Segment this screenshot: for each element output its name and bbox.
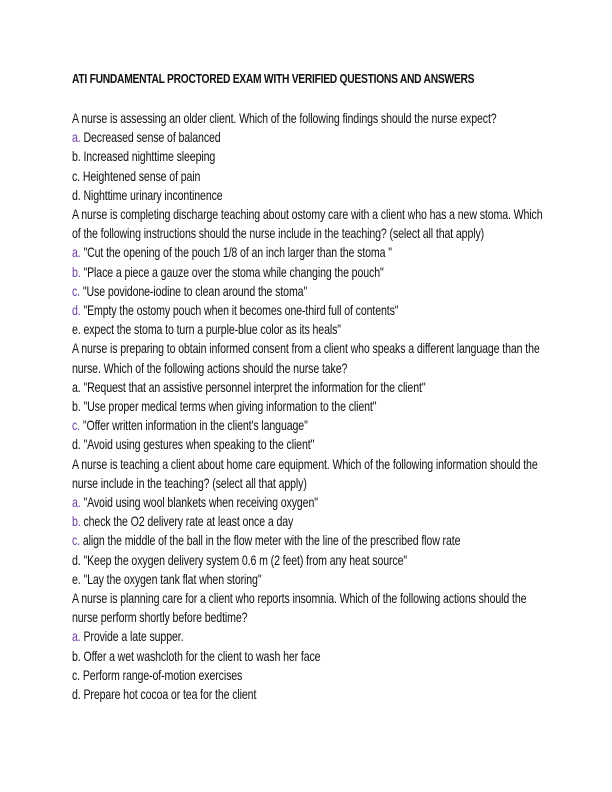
option-text: "Lay the oxygen tank flat when storing": [80, 571, 262, 587]
answer-option: [72, 551, 544, 570]
answer-option: [72, 397, 544, 416]
answer-option: [72, 167, 544, 186]
page-title: ATI FUNDAMENTAL PROCTORED EXAM WITH VERIFIED QUESTIONS AND ANSWERS: [72, 71, 475, 86]
answer-option: [72, 493, 544, 512]
option-text: Provide a late supper.: [80, 629, 184, 645]
question-text: A nurse is completing discharge teaching about ostomy care with a client who has a new stoma. Which of the following instructions should the nurse include in the teaching? (select all that apply): [72, 207, 543, 242]
option-text: Nighttime urinary incontinence: [80, 187, 223, 203]
option-letter: c.: [72, 533, 81, 549]
option-letter: a.: [72, 379, 81, 395]
answer-option: [72, 435, 544, 454]
answer-option: [72, 243, 544, 262]
question-list: [72, 109, 544, 704]
option-text: align the middle of the ball in the flow meter with the line of the prescribed flow rate: [80, 533, 461, 549]
answer-option: [72, 128, 544, 147]
option-letter: c.: [72, 283, 81, 299]
answer-option: [72, 512, 544, 531]
option-text: "Keep the oxygen delivery system 0.6 m (2 feet) from any heat source": [80, 552, 408, 568]
option-text: Offer a wet washcloth for the client to wash her face: [80, 648, 321, 664]
answer-option: [72, 416, 544, 435]
option-text: "Avoid using gestures when speaking to the client": [80, 437, 315, 453]
question-text: A nurse is assessing an older client. Which of the following findings should the nurse expect?: [72, 111, 497, 126]
option-text: check the O2 delivery rate at least once a day: [80, 514, 294, 530]
option-letter: b.: [72, 149, 81, 165]
question-text: A nurse is teaching a client about home care equipment. Which of the following information should the nurse include in the teaching? (select all that apply): [72, 456, 538, 491]
option-letter: a.: [72, 629, 81, 645]
option-text: Decreased sense of balanced: [80, 130, 221, 146]
option-text: "Use povidone-iodine to clean around the stoma": [80, 283, 308, 299]
option-text: "Use proper medical terms when giving information to the client": [80, 399, 377, 415]
option-letter: d.: [72, 187, 81, 203]
option-letter: b.: [72, 514, 81, 530]
option-text: "Request that an assistive personnel interpret the information for the client": [80, 379, 426, 395]
option-letter: c.: [72, 667, 81, 683]
answer-option: [72, 531, 544, 550]
option-text: Perform range-of-motion exercises: [80, 667, 243, 683]
answer-option: [72, 301, 544, 320]
answer-option: [72, 647, 544, 666]
option-letter: d.: [72, 687, 81, 703]
option-text: "Offer written information in the client's language": [80, 418, 308, 434]
answer-option: [72, 685, 544, 704]
option-text: Heightened sense of pain: [80, 168, 201, 184]
answer-option: [72, 282, 544, 301]
option-letter: c.: [72, 168, 81, 184]
answer-option: [72, 147, 544, 166]
answer-option: [72, 666, 544, 685]
answer-option: [72, 378, 544, 397]
option-letter: d.: [72, 437, 81, 453]
option-text: "Avoid using wool blankets when receiving oxygen": [80, 495, 318, 511]
option-text: Prepare hot cocoa or tea for the client: [80, 687, 257, 703]
option-text: "Cut the opening of the pouch 1/8 of an inch larger than the stoma ": [80, 245, 392, 261]
option-letter: a.: [72, 130, 81, 146]
question-text: A nurse is preparing to obtain informed consent from a client who speaks a different language than the nurse. Which of the following actions should the nurse take?: [72, 341, 540, 376]
option-letter: e.: [72, 571, 81, 587]
option-letter: c.: [72, 418, 81, 434]
option-text: expect the stoma to turn a purple-blue color as its heals": [80, 322, 341, 338]
option-letter: d.: [72, 303, 81, 319]
question-text: A nurse is planning care for a client who reports insomnia. Which of the following actions should the nurse perform shortly before bedtime?: [72, 591, 527, 626]
option-letter: a.: [72, 495, 81, 511]
option-letter: b.: [72, 399, 81, 415]
option-letter: b.: [72, 264, 81, 280]
option-text: "Place a piece a gauze over the stoma while changing the pouch": [80, 264, 384, 280]
answer-option: [72, 186, 544, 205]
option-letter: a.: [72, 245, 81, 261]
answer-option: [72, 570, 544, 589]
answer-option: [72, 627, 544, 646]
document-page: [72, 70, 544, 704]
option-text: "Empty the ostomy pouch when it becomes one-third full of contents": [80, 303, 399, 319]
answer-option: [72, 263, 544, 282]
option-letter: d.: [72, 552, 81, 568]
answer-option: [72, 320, 544, 339]
option-letter: e.: [72, 322, 81, 338]
option-text: Increased nighttime sleeping: [80, 149, 216, 165]
option-letter: b.: [72, 648, 81, 664]
